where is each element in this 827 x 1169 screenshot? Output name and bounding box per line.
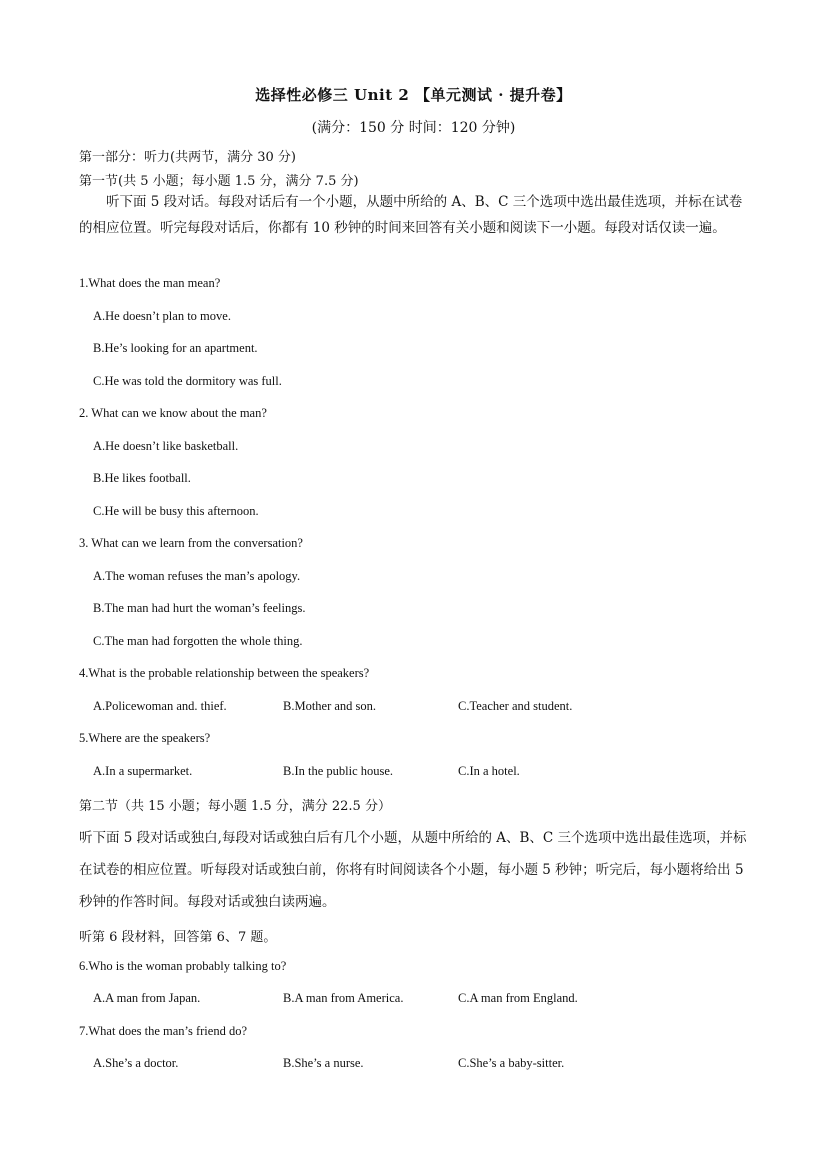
question-7-option-a: A.She’s a doctor. xyxy=(93,1056,179,1070)
question-1-option-b: B.He’s looking for an apartment. xyxy=(93,341,258,355)
question-4-option-a: A.Policewoman and. thief. xyxy=(93,699,227,713)
question-5-option-c: C.In a hotel. xyxy=(458,764,520,778)
section1-instructions: 听下面 5 段对话。每段对话后有一个小题，从题中所给的 A、B、C 三个选项中选出最佳选项，并标在试卷的相应位置。听完每段对话后，你都有 10 秒钟的时间来回答有关小题和阅读下一小题。每段对话仅读一遍。 xyxy=(79,194,743,236)
exam-title: 选择性必修三 Unit 2 【单元测试 · 提升卷】 xyxy=(255,86,572,104)
question-3-stem: 3. What can we learn from the conversation? xyxy=(79,536,303,550)
section2-heading: 第二节（共 15 小题；每小题 1.5 分，满分 22.5 分） xyxy=(79,799,391,814)
question-1-option-a: A.He doesn’t plan to move. xyxy=(93,309,231,323)
question-7-option-c: C.She’s a baby-sitter. xyxy=(458,1056,565,1070)
question-3-option-c: C.The man had forgotten the whole thing. xyxy=(93,634,303,648)
question-5-option-a: A.In a supermarket. xyxy=(93,764,193,778)
material-6-note: 听第 6 段材料，回答第 6、7 题。 xyxy=(79,930,277,945)
part1-heading: 第一部分：听力(共两节，满分 30 分) xyxy=(79,150,296,165)
question-6-option-b: B.A man from America. xyxy=(283,991,404,1005)
question-7-stem: 7.What does the man’s friend do? xyxy=(79,1024,248,1038)
section1-heading: 第一节(共 5 小题；每小题 1.5 分，满分 7.5 分) xyxy=(79,174,359,189)
question-4-option-b: B.Mother and son. xyxy=(283,699,377,713)
question-6-option-c: C.A man from England. xyxy=(458,991,578,1005)
exam-subtitle: (满分：150 分 时间：120 分钟) xyxy=(311,120,516,136)
section2-instructions: 听下面 5 段对话或独白,每段对话或独白后有几个小题，从题中所给的 A、B、C 三个选项中选出最佳选项，并标在试卷的相应位置。听每段对话或独白前，你将有时间阅读各个小题，每小题 5 秒钟；听完后，每小题将给出 5 秒钟的作答时间。每段对话或独白读两遍。 xyxy=(79,830,747,910)
question-7-option-b: B.She’s a nurse. xyxy=(283,1056,364,1070)
question-1-option-c: C.He was told the dormitory was full. xyxy=(93,374,282,388)
question-3-option-a: A.The woman refuses the man’s apology. xyxy=(93,569,301,583)
question-2-option-c: C.He will be busy this afternoon. xyxy=(93,504,259,518)
question-3-option-b: B.The man had hurt the woman’s feelings. xyxy=(93,601,306,615)
question-2-option-b: B.He likes football. xyxy=(93,471,191,485)
question-5-stem: 5.Where are the speakers? xyxy=(79,731,211,745)
question-6-option-a: A.A man from Japan. xyxy=(93,991,201,1005)
question-1-stem: 1.What does the man mean? xyxy=(79,276,221,290)
question-2-stem: 2. What can we know about the man? xyxy=(79,406,267,420)
question-5-option-b: B.In the public house. xyxy=(283,764,394,778)
question-4-stem: 4.What is the probable relationship between the speakers? xyxy=(79,666,370,680)
question-4-option-c: C.Teacher and student. xyxy=(458,699,573,713)
question-6-stem: 6.Who is the woman probably talking to? xyxy=(79,959,287,973)
question-2-option-a: A.He doesn’t like basketball. xyxy=(93,439,239,453)
